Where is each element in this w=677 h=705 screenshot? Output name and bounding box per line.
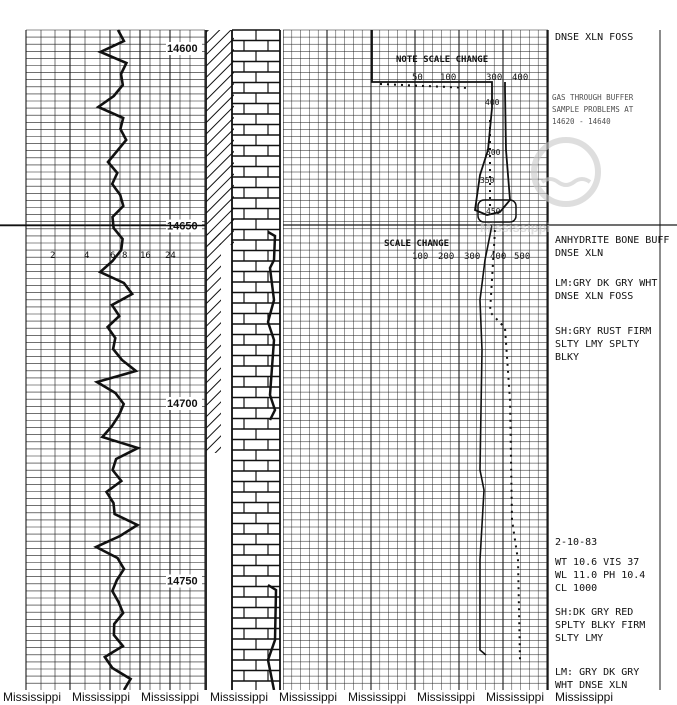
peak-label: 350: [480, 176, 495, 185]
rop-scale-label: 2: [50, 251, 56, 261]
description-line: SLTY LMY SPLTY: [555, 339, 640, 350]
lower-scale-label: 500: [514, 252, 531, 262]
lower-scale-label: 200: [438, 252, 455, 262]
gas-note-line: GAS THROUGH BUFFER: [552, 93, 634, 102]
depth-label: 14600: [167, 43, 198, 55]
description-line: DNSE XLN FOSS: [555, 291, 634, 302]
footer-label: Mississippi: [72, 690, 131, 704]
footer-watermark-strip: [0, 690, 677, 705]
anhydrite-hatch: [206, 233, 221, 453]
footer-label: Mississippi: [486, 690, 545, 704]
description-line: DNSE XLN: [555, 248, 604, 259]
top-scale-label: 300: [486, 73, 503, 83]
description-line: ANHYDRITE BONE BUFF: [555, 235, 670, 246]
description-line: DNSE XLN FOSS: [555, 32, 634, 43]
lower-scale-label: 100: [412, 252, 429, 262]
top-scale-label: 50: [412, 73, 423, 83]
description-line: WT 10.6 VIS 37: [555, 557, 640, 568]
depth-label: 14650: [167, 220, 198, 233]
description-line: WHT DNSE XLN: [555, 680, 628, 690]
rop-scale-label: 8: [122, 251, 128, 261]
description-line: LM: GRY DK GRY: [555, 667, 640, 678]
anhydrite-hatch: [206, 30, 234, 245]
description-line: SH:GRY RUST FIRM: [555, 326, 652, 337]
lower-scale-label: 400: [490, 252, 507, 262]
description-line: LM:GRY DK GRY WHT: [555, 278, 658, 289]
watermark-text: Mississippi: [480, 220, 551, 235]
footer-label: Mississippi: [210, 690, 269, 704]
top-scale-label: 100: [440, 73, 457, 83]
footer-label: Mississippi: [279, 690, 338, 704]
footer-label: Mississippi: [417, 690, 476, 704]
peak-label: 500: [486, 148, 501, 157]
description-line: SH:DK GRY RED: [555, 607, 634, 618]
depth-label: 14700: [167, 398, 198, 410]
footer-label: Mississippi: [555, 690, 614, 704]
rop-scale-label: 6: [110, 251, 116, 261]
note-scale-change-label: NOTE SCALE CHANGE: [396, 55, 489, 65]
lower-scale-label: 300: [464, 252, 481, 262]
rop-scale-label: 4: [84, 251, 90, 261]
peak-label: 400: [485, 98, 500, 107]
footer-label: Mississippi: [3, 690, 62, 704]
lithology-column: [205, 30, 283, 690]
depth-label: 14750: [167, 575, 198, 588]
gas-note-line: 14620 - 14640: [552, 117, 611, 126]
gas-note-line: SAMPLE PROBLEMS AT: [552, 105, 634, 114]
description-line: CL 1000: [555, 583, 598, 594]
footer-label: Mississippi: [348, 690, 407, 704]
peak-label: 450: [486, 207, 501, 216]
description-line: SPLTY BLKY FIRM: [555, 620, 646, 631]
top-scale-label: 400: [512, 73, 529, 83]
scale-change-label: SCALE CHANGE: [384, 239, 450, 249]
description-line: SLTY LMY: [555, 633, 604, 644]
description-line: WL 11.0 PH 10.4: [555, 570, 646, 581]
rop-scale-label: 24: [165, 251, 176, 261]
footer-label: Mississippi: [141, 690, 200, 704]
description-line: 2-10-83: [555, 537, 598, 548]
rop-scale-label: 16: [140, 251, 151, 261]
description-line: BLKY: [555, 352, 580, 363]
